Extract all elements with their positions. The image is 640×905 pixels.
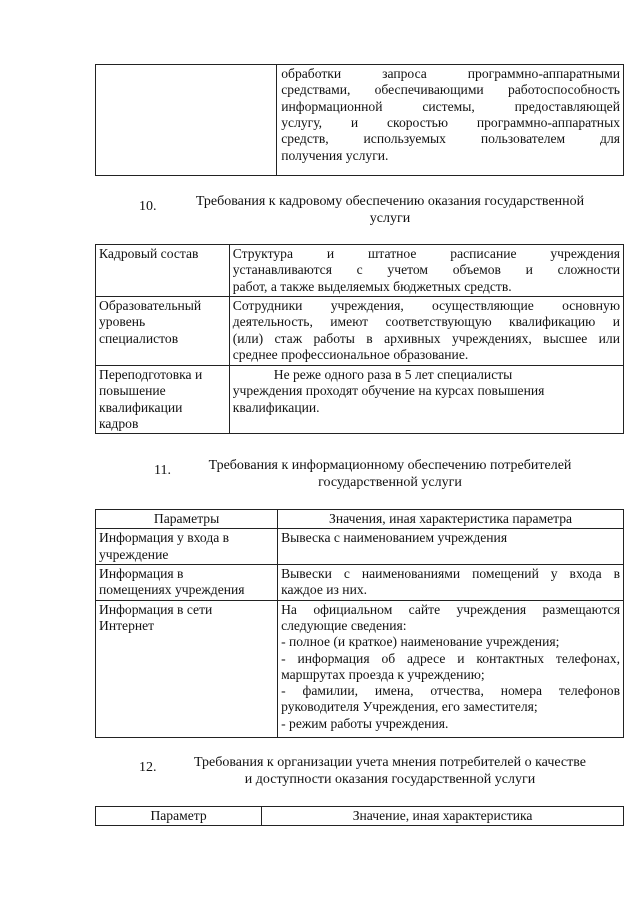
header-parameters: Параметры xyxy=(96,510,278,529)
header-parameter: Параметр xyxy=(96,807,262,826)
heading-line: Требования к кадровому обеспечению оказания государственной xyxy=(195,194,585,209)
row-label xyxy=(96,365,230,433)
table-header-row xyxy=(96,807,624,826)
label-line: Информация в сети xyxy=(99,601,213,617)
section-12-number: 12. xyxy=(139,760,157,775)
text-line: услугу, и скоростью программно-аппаратных xyxy=(281,114,620,130)
text-line: (или) стаж работы в архивных учреждениях, высшее или xyxy=(232,330,620,346)
text-line: средств, используемых пользователем для xyxy=(281,131,620,147)
text-line: среднее профессиональное образование. xyxy=(232,346,469,362)
label-line: Кадровый состав xyxy=(99,246,199,261)
row-value xyxy=(278,529,624,565)
text-line: - режим работы учреждения. xyxy=(281,715,449,731)
text-line: деятельность, имеют соответствующую квалификацию и xyxy=(232,314,620,330)
section-10-heading xyxy=(170,194,610,228)
header-value: Значение, иная характеристика xyxy=(262,807,624,826)
label-line: помещениях учреждения xyxy=(99,582,245,598)
text-line: следующие сведения: xyxy=(281,617,407,633)
heading-line: государственной услуги xyxy=(318,474,462,490)
section-11-heading xyxy=(185,458,595,492)
text-line: квалификации. xyxy=(232,399,320,415)
row-value xyxy=(278,600,624,737)
row-value xyxy=(229,296,623,365)
text-line: информационной системы, предоставляющей xyxy=(281,98,620,114)
label-line: кадров xyxy=(99,415,139,431)
heading-line: Требования к информационному обеспечению потребителей xyxy=(208,458,572,473)
text-line: работ, а также выделяемых бюджетных средств. xyxy=(232,278,512,294)
section-12-heading xyxy=(170,755,610,789)
table-row xyxy=(96,365,624,433)
text-line: - полное (и краткое) наименование учреждения; xyxy=(281,634,560,650)
heading-line: Требования к организации учета мнения потребителей о качестве xyxy=(194,755,586,770)
text-line: руководителя Учреждения, его заместителя; xyxy=(281,699,538,715)
label-line: учреждение xyxy=(99,546,169,562)
label-line: Интернет xyxy=(99,617,155,633)
text-line: учреждения проходят обучение на курсах повышения xyxy=(232,383,545,399)
staffing-table xyxy=(95,244,624,434)
header-values: Значения, иная характеристика параметра xyxy=(278,510,624,529)
text-line: устанавливаются с учетом объемов и сложности xyxy=(232,262,620,278)
heading-line: услуги xyxy=(369,210,411,226)
table-row xyxy=(96,245,624,297)
text-line: Не реже одного раза в 5 лет специалисты xyxy=(273,366,513,382)
label-line: Образовательный xyxy=(99,297,202,313)
section-11-number: 11. xyxy=(154,463,171,478)
text-line: Вывеска с наименованием учреждения xyxy=(281,530,508,546)
label-line: Информация у входа в xyxy=(99,530,230,546)
top-table xyxy=(95,64,624,176)
text-line: обработки запроса программно-аппаратными xyxy=(281,66,620,81)
row-label xyxy=(96,564,278,600)
label-line: специалистов xyxy=(99,330,179,346)
heading-line: и доступности оказания государственной услуги xyxy=(244,771,536,787)
text-line: Структура и штатное расписание учреждения xyxy=(232,246,620,261)
label-line: квалификации xyxy=(99,399,183,415)
table-row xyxy=(96,564,624,600)
information-table xyxy=(95,509,624,738)
row-label xyxy=(96,296,230,365)
text-line: Сотрудники учреждения, осуществляющие основную xyxy=(232,297,620,313)
table-row xyxy=(96,600,624,737)
row-label xyxy=(96,245,230,297)
label-line: уровень xyxy=(99,314,146,330)
text-line: Вывески с наименованиями помещений у входа в xyxy=(281,565,620,581)
text-line: получения услуги. xyxy=(281,147,389,163)
label-line: Переподготовка и xyxy=(99,366,203,382)
feedback-table xyxy=(95,806,624,826)
top-table-right-cell xyxy=(277,65,624,176)
text-line: - информация об адресе и контактных телефонах, xyxy=(281,650,620,666)
label-line: повышение xyxy=(99,383,166,399)
text-line: На официальном сайте учреждения размещаются xyxy=(281,601,620,617)
row-value xyxy=(278,564,624,600)
table-row xyxy=(96,529,624,565)
row-label xyxy=(96,600,278,737)
row-value xyxy=(229,365,623,433)
section-10-number: 10. xyxy=(139,199,157,214)
text-line: каждое из них. xyxy=(281,582,368,598)
top-table-left-cell xyxy=(96,65,277,176)
row-label xyxy=(96,529,278,565)
text-line: маршрутах проезда к учреждению; xyxy=(281,666,485,682)
label-line: Информация в xyxy=(99,565,184,581)
text-line: - фамилии, имена, отчества, номера телефонов xyxy=(281,683,620,699)
row-value xyxy=(229,245,623,297)
table-header-row xyxy=(96,510,624,529)
text-line: средствами, обеспечивающими работоспособность xyxy=(281,82,620,98)
table-row xyxy=(96,296,624,365)
